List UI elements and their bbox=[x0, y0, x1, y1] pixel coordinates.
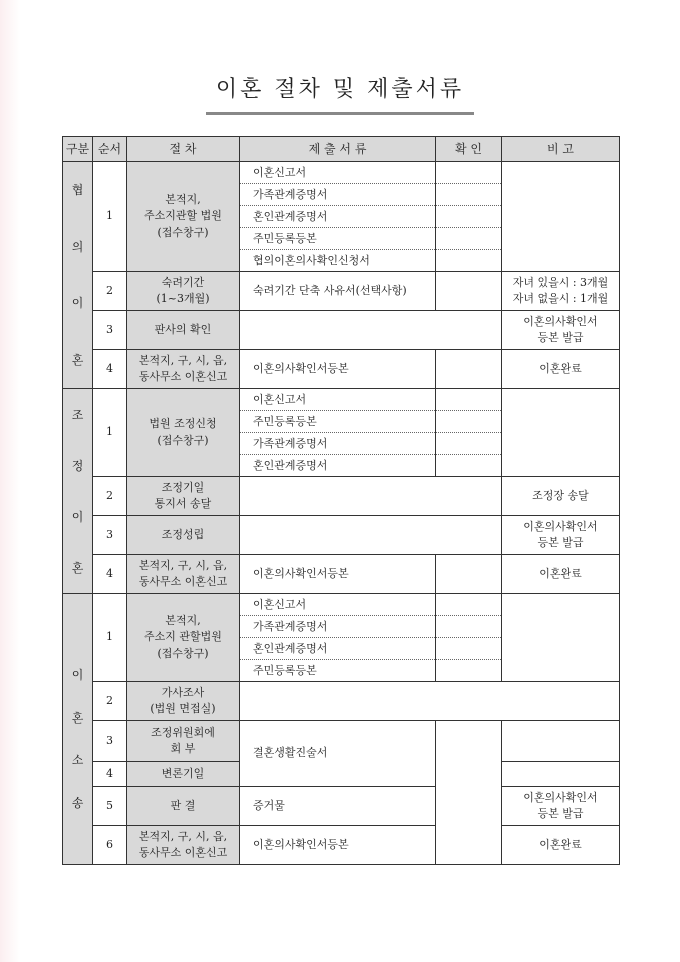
note-cell: 이혼완료 bbox=[502, 350, 620, 389]
procedure-line: 동사무소 이혼신고 bbox=[138, 575, 228, 588]
documents-cell bbox=[240, 594, 436, 682]
procedure-line: 동사무소 이혼신고 bbox=[138, 846, 228, 859]
documents-cell: 이혼의사확인서등본 bbox=[240, 350, 436, 389]
procedure-cell bbox=[127, 721, 240, 762]
procedure-line: 조정위원회에 bbox=[151, 725, 215, 739]
category-char: 소 bbox=[71, 753, 84, 768]
table-row bbox=[63, 826, 620, 865]
confirm-cell bbox=[436, 555, 502, 594]
table-row bbox=[63, 272, 620, 311]
category-char: 이 bbox=[71, 296, 84, 311]
order-cell: 4 bbox=[93, 350, 127, 389]
note-line: 이혼의사확인서 bbox=[523, 790, 598, 804]
note-cell bbox=[502, 594, 620, 682]
procedure-line: 주소지 관할법원 bbox=[144, 630, 222, 644]
category-char: 혼 bbox=[71, 560, 84, 575]
procedure-line: 본적지, 구, 시, 읍, bbox=[138, 829, 228, 843]
procedure-cell bbox=[127, 162, 240, 272]
procedure-line: (1~3개월) bbox=[156, 292, 210, 305]
order-cell: 6 bbox=[93, 826, 127, 865]
category-char: 조 bbox=[71, 407, 84, 422]
table-row bbox=[63, 311, 620, 350]
order-cell: 5 bbox=[93, 787, 127, 826]
procedure-line: 법원 조정신청 bbox=[149, 417, 217, 430]
procedure-cell: 판 결 bbox=[127, 787, 240, 826]
page-edge bbox=[0, 0, 20, 962]
header-documents: 제 출 서 류 bbox=[240, 137, 436, 162]
documents-cell: 이혼의사확인서등본 bbox=[240, 555, 436, 594]
procedure-line: 회 부 bbox=[170, 742, 196, 755]
order-cell: 1 bbox=[93, 389, 127, 477]
table-row bbox=[63, 350, 620, 389]
order-cell: 2 bbox=[93, 682, 127, 721]
confirm-cell bbox=[436, 721, 502, 865]
order-cell: 4 bbox=[93, 555, 127, 594]
note-cell: 이혼완료 bbox=[502, 826, 620, 865]
table-header bbox=[63, 137, 620, 162]
header-category: 구분 bbox=[63, 137, 93, 162]
procedure-cell bbox=[127, 682, 240, 721]
procedure-cell bbox=[127, 594, 240, 682]
order-cell: 1 bbox=[93, 162, 127, 272]
document-item: 가족관계증명서 bbox=[240, 184, 435, 206]
note-line: 등본 발급 bbox=[537, 331, 584, 344]
procedure-line: 조정기일 bbox=[161, 480, 205, 494]
category-char: 정 bbox=[71, 458, 84, 473]
category-litigation bbox=[63, 594, 93, 865]
document-item: 이혼신고서 bbox=[240, 594, 435, 616]
document-item: 가족관계증명서 bbox=[240, 433, 435, 455]
document-item: 혼인관계증명서 bbox=[240, 206, 435, 228]
category-agreement bbox=[63, 162, 93, 389]
header-procedure: 절 차 bbox=[127, 137, 240, 162]
table-row bbox=[63, 721, 620, 762]
procedure-cell: 변론기일 bbox=[127, 762, 240, 787]
category-char: 이 bbox=[71, 509, 84, 524]
note-line: 등본 발급 bbox=[537, 807, 584, 820]
page-title: 이혼 절차 및 제출서류 bbox=[206, 72, 474, 115]
documents-cell bbox=[240, 516, 502, 555]
note-line: 이혼의사확인서 bbox=[523, 314, 598, 328]
category-char: 의 bbox=[71, 239, 84, 254]
note-line: 등본 발급 bbox=[537, 536, 584, 549]
note-cell bbox=[502, 516, 620, 555]
document-item: 협의이혼의사확인신청서 bbox=[253, 254, 370, 267]
document-item: 가족관계증명서 bbox=[240, 616, 435, 638]
procedure-line: 숙려기간 bbox=[161, 275, 205, 289]
confirm-cell bbox=[436, 272, 502, 311]
header-order: 순서 bbox=[93, 137, 127, 162]
procedure-line: 본적지, 구, 시, 읍, bbox=[138, 353, 228, 367]
note-cell bbox=[502, 311, 620, 350]
procedure-cell bbox=[127, 477, 240, 516]
procedure-cell bbox=[127, 272, 240, 311]
note-cell bbox=[502, 721, 620, 762]
procedure-line: 통지서 송달 bbox=[154, 497, 212, 510]
documents-cell: 증거물 bbox=[240, 787, 436, 826]
note-cell bbox=[502, 787, 620, 826]
procedure-cell: 조정성립 bbox=[127, 516, 240, 555]
documents-cell bbox=[240, 162, 436, 272]
documents-cell bbox=[240, 682, 620, 721]
procedure-line: (접수창구) bbox=[157, 646, 209, 660]
document-item: 혼인관계증명서 bbox=[253, 459, 328, 472]
procedure-cell: 판사의 확인 bbox=[127, 311, 240, 350]
note-line: 자녀 있을시 : 3개월 bbox=[512, 275, 609, 289]
table-row bbox=[63, 516, 620, 555]
document-item: 이혼신고서 bbox=[240, 162, 435, 184]
note-line: 자녀 없을시 : 1개월 bbox=[512, 292, 609, 305]
category-char: 협 bbox=[71, 183, 84, 198]
procedure-line: 주소지관할 법원 bbox=[144, 209, 222, 223]
procedure-cell bbox=[127, 555, 240, 594]
procedure-cell bbox=[127, 826, 240, 865]
document-item: 주민등록등본 bbox=[253, 664, 317, 677]
table-row bbox=[63, 555, 620, 594]
order-cell: 4 bbox=[93, 762, 127, 787]
procedure-line: 동사무소 이혼신고 bbox=[138, 370, 228, 383]
note-line: 이혼의사확인서 bbox=[523, 519, 598, 533]
procedure-line: (법원 면접실) bbox=[150, 702, 216, 715]
category-char: 혼 bbox=[71, 352, 84, 367]
order-cell: 3 bbox=[93, 311, 127, 350]
documents-cell bbox=[240, 311, 502, 350]
table-row bbox=[63, 477, 620, 516]
document-item: 주민등록등본 bbox=[240, 411, 435, 433]
document-item: 혼인관계증명서 bbox=[240, 638, 435, 660]
documents-cell bbox=[240, 389, 436, 477]
procedure-cell bbox=[127, 350, 240, 389]
table-row bbox=[63, 787, 620, 826]
documents-cell: 결혼생활진술서 bbox=[240, 721, 436, 787]
category-char: 이 bbox=[71, 668, 84, 683]
document-item: 주민등록등본 bbox=[240, 228, 435, 250]
note-cell bbox=[502, 272, 620, 311]
note-cell bbox=[502, 162, 620, 272]
title-wrap bbox=[0, 72, 680, 115]
note-cell: 조정장 송달 bbox=[502, 477, 620, 516]
confirm-cell bbox=[436, 350, 502, 389]
order-cell: 1 bbox=[93, 594, 127, 682]
procedure-line: (접수창구) bbox=[157, 225, 209, 239]
note-cell: 이혼완료 bbox=[502, 555, 620, 594]
procedure-line: (접수창구) bbox=[157, 433, 209, 447]
category-char: 혼 bbox=[71, 710, 84, 725]
procedure-cell bbox=[127, 389, 240, 477]
note-cell bbox=[502, 389, 620, 477]
confirm-cell bbox=[436, 162, 502, 272]
table-row bbox=[63, 162, 620, 272]
order-cell: 3 bbox=[93, 721, 127, 762]
documents-cell: 숙려기간 단축 사유서(선택사항) bbox=[240, 272, 436, 311]
order-cell: 3 bbox=[93, 516, 127, 555]
confirm-cell bbox=[436, 389, 502, 477]
order-cell: 2 bbox=[93, 272, 127, 311]
confirm-cell bbox=[436, 594, 502, 682]
header-note: 비 고 bbox=[502, 137, 620, 162]
document-item: 이혼신고서 bbox=[240, 389, 435, 411]
procedure-table bbox=[62, 136, 620, 865]
category-char: 송 bbox=[71, 795, 84, 810]
procedure-line: 본적지, bbox=[165, 192, 201, 206]
procedure-line: 본적지, 구, 시, 읍, bbox=[138, 558, 228, 572]
table-row bbox=[63, 682, 620, 721]
note-cell bbox=[502, 762, 620, 787]
documents-cell bbox=[240, 477, 502, 516]
header-confirm: 확 인 bbox=[436, 137, 502, 162]
procedure-line: 본적지, bbox=[165, 613, 201, 627]
procedure-line: 가사조사 bbox=[161, 685, 205, 699]
table-row bbox=[63, 594, 620, 682]
table-row bbox=[63, 389, 620, 477]
documents-cell: 이혼의사확인서등본 bbox=[240, 826, 436, 865]
order-cell: 2 bbox=[93, 477, 127, 516]
category-mediation bbox=[63, 389, 93, 594]
